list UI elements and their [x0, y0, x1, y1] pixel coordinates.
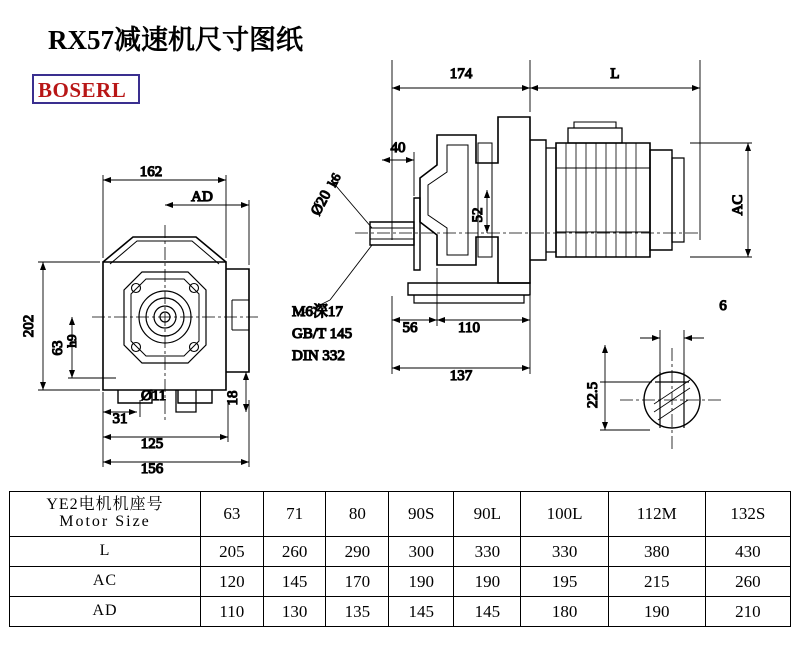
dim-ac: AC — [730, 194, 746, 216]
dim-63: 63 — [50, 340, 66, 356]
dim-key-6: 6 — [719, 298, 727, 314]
table-cell: 260 — [263, 537, 326, 567]
table-cell: 195 — [521, 567, 608, 597]
table-cell: 205 — [201, 537, 264, 567]
table-cell: 380 — [608, 537, 705, 567]
table-row-label: L — [10, 537, 201, 567]
table-cell: 300 — [389, 537, 454, 567]
table-row — [10, 537, 791, 567]
dim-125: 125 — [140, 436, 164, 452]
table-cell: 210 — [705, 597, 790, 627]
dim-162: 162 — [139, 164, 163, 180]
note-thread-depth: M6深17 — [292, 304, 343, 320]
table-row-label: AC — [10, 567, 201, 597]
front-view-dimensions — [38, 175, 249, 467]
table-cell: 145 — [263, 567, 326, 597]
table-col-header: 90L — [454, 492, 521, 537]
table-cell: 145 — [389, 597, 454, 627]
dim-202: 202 — [21, 314, 37, 338]
dim-L: L — [610, 66, 620, 82]
table-row-label: AD — [10, 597, 201, 627]
table-cell: 130 — [263, 597, 326, 627]
dim-110: 110 — [458, 320, 480, 336]
table-row — [10, 597, 791, 627]
brand-logo: BOSERL — [38, 78, 127, 102]
table-cell: 110 — [201, 597, 264, 627]
table-cell: 430 — [705, 537, 790, 567]
dim-shaft-tolerance: k6 — [324, 170, 344, 190]
dim-ad: AD — [191, 189, 213, 205]
side-view-geometry — [355, 117, 700, 303]
table-cell: 180 — [521, 597, 608, 627]
dim-174: 174 — [449, 66, 473, 82]
dim-156: 156 — [140, 461, 164, 477]
table-cell: 120 — [201, 567, 264, 597]
page-title: RX57减速机尺寸图纸 — [48, 25, 303, 55]
table-cell: 135 — [326, 597, 389, 627]
table-col-header: 71 — [263, 492, 326, 537]
dim-key-22-5: 22.5 — [585, 381, 601, 409]
table-header-cn: YE2电机机座号 — [46, 496, 164, 514]
dim-40: 40 — [390, 140, 406, 156]
table-cell: 145 — [454, 597, 521, 627]
table-header-en: Motor Size — [59, 513, 151, 530]
table-cell: 190 — [454, 567, 521, 597]
dim-d11: Ø11 — [141, 388, 167, 404]
table-col-header: 100L — [521, 492, 608, 537]
dim-56: 56 — [402, 320, 418, 336]
table-col-header: 80 — [326, 492, 389, 537]
table-cell: 260 — [705, 567, 790, 597]
dim-shaft-d20: Ø20 — [308, 187, 335, 219]
table-col-header: 132S — [705, 492, 790, 537]
table-cell: 215 — [608, 567, 705, 597]
dim-52: 52 — [470, 207, 486, 223]
table-row-header-motor-size — [10, 492, 201, 537]
table-cell: 190 — [389, 567, 454, 597]
table-col-header: 63 — [201, 492, 264, 537]
table-cell: 190 — [608, 597, 705, 627]
table-col-header: 112M — [608, 492, 705, 537]
key-section-view — [600, 330, 724, 452]
motor-size-table — [9, 491, 791, 627]
table-col-header: 90S — [389, 492, 454, 537]
note-gbt145: GB/T 145 — [292, 326, 353, 342]
table-cell: 170 — [326, 567, 389, 597]
dim-31: 31 — [112, 411, 128, 427]
dim-137: 137 — [449, 368, 473, 384]
dimension-labels — [21, 66, 746, 477]
note-din332: DIN 332 — [292, 348, 345, 364]
table-header-row — [10, 492, 791, 537]
table-cell: 330 — [521, 537, 608, 567]
dim-18: 18 — [225, 390, 241, 406]
table-cell: 330 — [454, 537, 521, 567]
table-row — [10, 567, 791, 597]
table-cell: 290 — [326, 537, 389, 567]
dim-63-tolerance: h9 — [64, 334, 79, 348]
